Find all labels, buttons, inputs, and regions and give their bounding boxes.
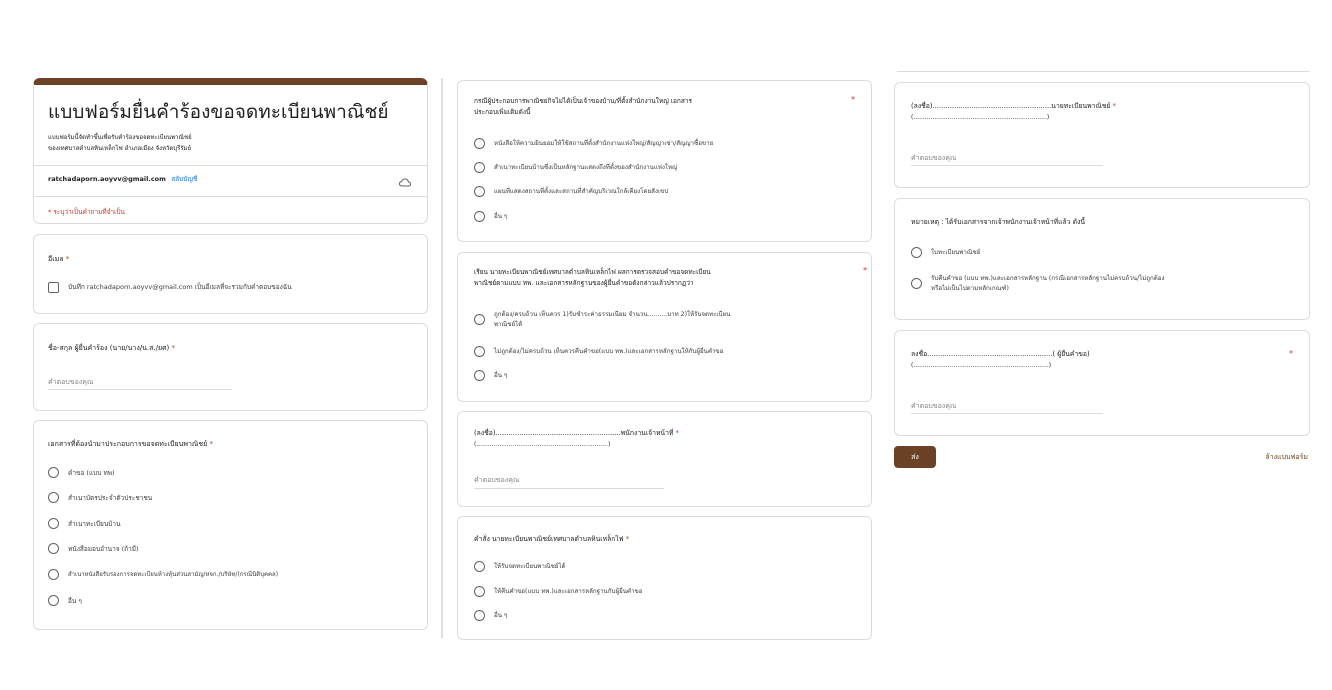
officer-sign-underline [474,488,664,489]
submit-button[interactable]: ส่ง [894,446,936,468]
owner-option[interactable]: สำเนาทะเบียนบ้านซึ่งเป็นหลักฐานแสดงถึงที่ตั้งของสำนักงานแห่งใหญ่ [474,163,859,173]
radio-button[interactable] [474,314,485,325]
radio-button[interactable] [48,543,59,554]
review-option-reject[interactable]: ไม่ถูกต้อง/ไม่ครบถ้วน เห็นควรคืนคำขอ(แบบ ทพ.)และเอกสารหลักฐานให้กับผู้ยื่นคำขอ [474,347,859,357]
radio-button[interactable] [474,162,485,173]
radio-button[interactable] [474,138,485,149]
order-question-card [457,516,872,640]
docs-option[interactable]: สำเนาบัตรประจำตัวประชาชน [48,493,415,503]
docs-option[interactable]: สำเนาหนังสือรับรองการจดทะเบียนห้างหุ้นส่วนสามัญ/หจก./บริษัท/(กรณีนิติบุคคล) [48,570,415,580]
cloud-off-icon [399,173,411,183]
account-divider-2 [34,196,427,197]
review-option-other[interactable]: อื่น ๆ [474,371,859,381]
order-question-title: คำสั่ง นายทะเบียนพาณิชย์เทศบาลตำบลหินเหล็กไฟ * [474,535,630,543]
radio-button[interactable] [474,186,485,197]
name-question-title: ชื่อ-สกุล ผู้ยื่นคำร้อง (นาย/นาง/น.ส./ยศ) * [48,344,175,352]
radio-button[interactable] [474,586,485,597]
name-question-card [33,323,428,411]
radio-button[interactable] [474,346,485,357]
officer-sign-card [457,411,872,507]
form-header-card [33,78,428,224]
note-question-title: หมายเหตุ : ได้รับเอกสารจากเจ้าพนักงานเจ้าหน้าที่แล้ว ดังนี้ [911,218,1086,226]
note-option-certificate[interactable]: ใบทะเบียนพาณิชย์ [911,248,1297,258]
required-note: * ระบุว่าเป็นคำถามที่จำเป็น [48,208,125,216]
docs-option-other[interactable]: อื่น ๆ [48,596,415,606]
required-asterisk: * [851,95,855,104]
column-divider [441,78,443,638]
required-asterisk: * [863,266,867,275]
applicant-sign-input[interactable]: คำตอบของคุณ [911,402,957,410]
registrar-sign-underline [911,165,1103,166]
radio-button[interactable] [48,569,59,580]
applicant-sign-card [894,330,1310,436]
owner-option-other[interactable]: อื่น ๆ [474,212,859,222]
name-answer-underline [48,389,232,390]
radio-button[interactable] [474,211,485,222]
account-email: ratchadaporn.aoyvv@gmail.com [48,175,166,183]
radio-button[interactable] [474,610,485,621]
order-option-return[interactable]: ให้คืนคำขอ(แบบ ทพ.)และเอกสารหลักฐานกับผู้ยื่นคำขอ [474,587,859,597]
docs-option[interactable]: สำเนาทะเบียนบ้าน [48,519,415,529]
email-question-title: อีเมล * [48,255,70,263]
account-divider [34,165,427,166]
form-title: แบบฟอร์มยื่นคำร้องขอจดทะเบียนพาณิชย์ [48,101,389,123]
owner-question-title: กรณีผู้ประกอบการพาณิชยกิจไม่ได้เป็นเจ้าของบ้าน/ที่ตั้งสำนักงานใหญ่ เอกสาร ประกอบเพิ่มเติมดังนี้ [474,97,692,116]
review-question-card [457,252,872,402]
docs-question-card [33,420,428,630]
review-question-title: เรียน นายทะเบียนพาณิชย์เทศบาลตำบลหินเหล็กไฟ ผลการตรวจสอบคำขอจดทะเบียน พาณิชย์ตามแบบ ทพ. และเอกสารหลักฐานของผู้ยื่นคำขอดังกล่าวแล้วปรากฏว่า [474,268,711,287]
switch-account-link[interactable]: สลับบัญชี [171,175,198,183]
top-divider-line [897,71,1309,72]
order-option-approve[interactable]: ให้รับจดทะเบียนพาณิชย์ได้ [474,562,859,572]
email-question-card [33,234,428,314]
docs-option[interactable]: หนังสือมอบอำนาจ (ถ้ามี) [48,544,415,554]
docs-option[interactable]: คำขอ (แบบ ทพ) [48,468,415,478]
radio-button[interactable] [48,492,59,503]
applicant-sign-title: ลงชื่อ..........................................................( ผู้ยื่นคำขอ) (.......................................................................) [911,350,1090,369]
radio-button[interactable] [48,595,59,606]
officer-sign-title: (ลงชื่อ)..........................................................พนักงานเจ้าหน้าที่ * (.....................................................................) [474,429,679,448]
docs-question-title: เอกสารที่ต้องนำมาประกอบการขอจดทะเบียนพาณิชย์ * [48,440,213,448]
radio-button[interactable] [48,518,59,529]
required-asterisk: * [1289,349,1293,358]
order-option-other[interactable]: อื่น ๆ [474,611,859,621]
officer-sign-input[interactable]: คำตอบของคุณ [474,476,520,484]
email-consent-label: บันทึก ratchadaporn.aoyvv@gmail.com เป็นอีเมลที่จะรวมกับคำตอบของฉัน [68,283,292,291]
clear-form-button[interactable]: ล้างแบบฟอร์ม [1265,453,1308,461]
owner-option[interactable]: แผนที่แสดงสถานที่ตั้งและสถานที่สำคัญบริเวณใกล้เคียงโดยสังเขป [474,187,859,197]
radio-button[interactable] [48,467,59,478]
note-question-card [894,198,1310,320]
radio-button[interactable] [911,278,922,289]
radio-button[interactable] [474,561,485,572]
form-description-1: แบบฟอร์มนี้จัดทำขึ้นเพื่อรับคำร้องขอจดทะเบียนพาณิชย์ [48,134,192,141]
email-consent-checkbox[interactable] [48,282,59,293]
registrar-sign-card [894,82,1310,188]
owner-question-card [457,80,872,242]
registrar-sign-input[interactable]: คำตอบของคุณ [911,154,957,162]
applicant-sign-underline [911,413,1103,414]
registrar-sign-title: (ลงชื่อ).......................................................นายทะเบียนพาณิชย์ * (......................................................................) [911,102,1116,121]
account-row [48,174,197,184]
owner-option[interactable]: หนังสือให้ความยินยอมให้ใช้สถานที่ตั้งสำนักงานแห่งใหญ่/สัญญาเช่า/สัญญาซื้อขาย [474,139,859,149]
email-consent-option[interactable] [48,282,415,293]
form-description-2: ของเทศบาลตำบลหินเหล็กไฟ อำเภอเมือง จังหวัดบุรีรัมย์ [48,145,192,152]
review-option-approve[interactable]: ถูกต้อง/ครบถ้วน เห็นควร 1)รับชำระค่าธรรมเนียม จำนวน..........บาท 2)ให้รับจดทะเบียน พาณิชย์ได้ [474,310,841,330]
radio-button[interactable] [911,247,922,258]
note-option-returned[interactable]: รับคืนคำขอ (แบบ ทพ.)และเอกสารหลักฐาน (กรณีเอกสารหลักฐานไม่ครบถ้วน/ไม่ถูกต้อง หรือไม่เป็นไปตามหลักเกณฑ์) [911,274,1297,294]
name-answer-input[interactable]: คำตอบของคุณ [48,378,94,386]
radio-button[interactable] [474,370,485,381]
